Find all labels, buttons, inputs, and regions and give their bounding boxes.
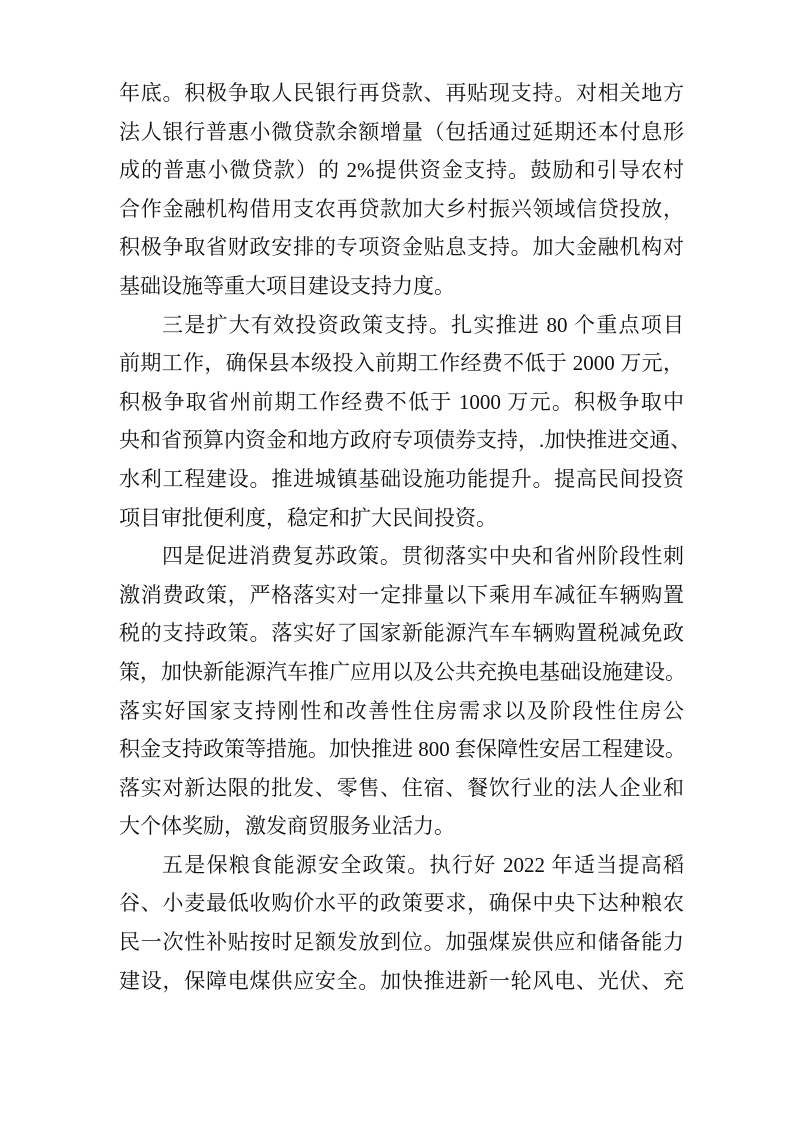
document-page	[119, 74, 692, 1000]
text-line: 前期工作，确保县本级投入前期工作经费不低于 2000 万元，	[119, 351, 684, 376]
text-line: 落实对新达限的批发、零售、住宿、餐饮行业的法人企业和	[119, 775, 684, 800]
text-line: 成的普惠小微贷款）的 2%提供资金支持。鼓励和引导农村	[119, 158, 684, 183]
text-line: 积金支持政策等措施。加快推进 800 套保障性安居工程建设。	[119, 737, 686, 762]
text-line: 税的支持政策。落实好了国家新能源汽车车辆购置税减免政	[119, 621, 684, 646]
text-line: 积极争取省州前期工作经费不低于 1000 万元。积极争取中	[119, 389, 684, 414]
text-line: 基础设施等重大项目建设支持力度。	[119, 273, 455, 298]
text-line: 策，加快新能源汽车推广应用以及公共充换电基础设施建设。	[119, 659, 686, 684]
text-line: 合作金融机构借用支农再贷款加大乡村振兴领域信贷投放，	[119, 196, 684, 221]
text-line: 谷、小麦最低收购价水平的政策要求，确保中央下达种粮农	[119, 891, 684, 916]
text-line: 三是扩大有效投资政策支持。扎实推进 80 个重点项目	[162, 312, 684, 337]
text-line: 落实好国家支持刚性和改善性住房需求以及阶段性住房公	[119, 698, 684, 723]
text-line: 民一次性补贴按时足额发放到位。加强煤炭供应和储备能力	[119, 930, 684, 955]
text-line: 法人银行普惠小微贷款余额增量（包括通过延期还本付息形	[119, 119, 684, 144]
text-line: 大个体奖励，激发商贸服务业活力。	[119, 814, 455, 839]
text-line: 四是促进消费复苏政策。贯彻落实中央和省州阶段性刺	[162, 544, 684, 569]
text-line: 项目审批便利度，稳定和扩大民间投资。	[119, 505, 497, 530]
text-line: 水利工程建设。推进城镇基础设施功能提升。提高民间投资	[119, 466, 684, 491]
text-line: 积极争取省财政安排的专项资金贴息支持。加大金融机构对	[119, 235, 684, 260]
text-line: 建设，保障电煤供应安全。加快推进新一轮风电、光伏、充	[119, 968, 684, 993]
text-line: 激消费政策，严格落实对一定排量以下乘用车减征车辆购置	[119, 582, 684, 607]
text-line: 央和省预算内资金和地方政府专项债券支持，.加快推进交通、	[119, 428, 692, 453]
text-line: 五是保粮食能源安全政策。执行好 2022 年适当提高稻	[162, 852, 684, 877]
text-line: 年底。积极争取人民银行再贷款、再贴现支持。对相关地方	[119, 81, 684, 105]
